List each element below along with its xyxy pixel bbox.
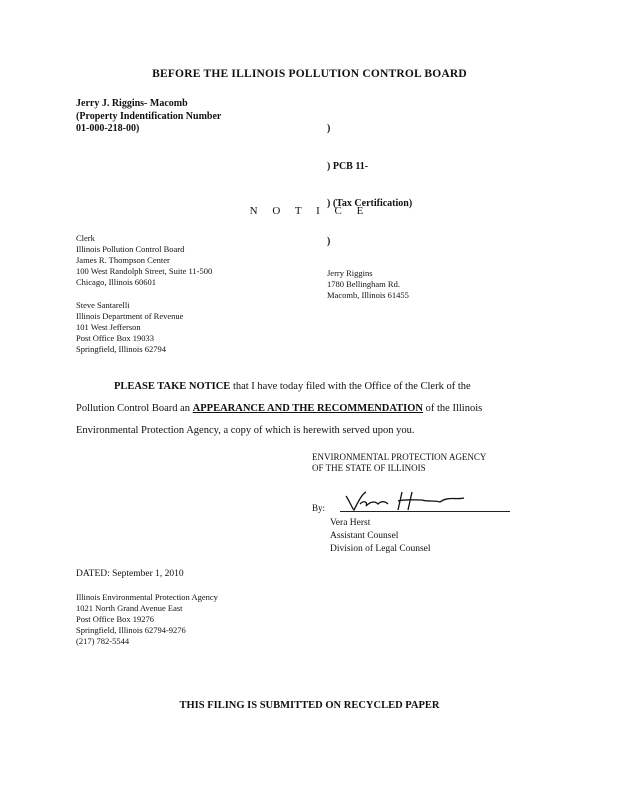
caption-line: ) (Tax Certification) [327,198,413,209]
address-line: Post Office Box 19033 [76,333,154,343]
notice-heading: N O T I C E [249,205,370,217]
agency-line: ENVIRONMENTAL PROTECTION AGENCY [312,452,487,462]
address-line: 1021 North Grand Avenue East [76,603,183,613]
body-emphasis: PLEASE TAKE NOTICE [114,381,231,392]
body-text: of the Illinois [423,403,483,414]
footer-recycled-notice: THIS FILING IS SUBMITTED ON RECYCLED PAPER [179,700,440,711]
address-line: Macomb, Illinois 61455 [327,290,409,300]
body-filing-title: APPEARANCE AND THE RECOMMENDATION [192,403,424,414]
caption-line: 01-000-218-00) [76,123,140,134]
address-line: Post Office Box 19276 [76,614,154,624]
address-line: Illinois Pollution Control Board [76,244,185,254]
body-text: Pollution Control Board an [76,403,193,414]
address-line: Clerk [76,233,95,243]
address-line: Jerry Riggins [327,268,373,278]
address-line: 1780 Bellingham Rd. [327,279,400,289]
address-line: James R. Thompson Center [76,255,170,265]
caption-line: ) [327,123,331,134]
body-line: Environmental Protection Agency, a copy of which is herewith served upon you. [76,425,415,436]
signature-line [340,511,510,512]
address-clerk [76,233,212,288]
notice-body [76,376,556,442]
caption-line: (Property Indentification Number [76,110,222,122]
caption-line: Jerry J. Riggins- Macomb [76,98,188,109]
address-line: 100 West Randolph Street, Suite 11-500 [76,266,213,276]
address-line: 101 West Jefferson [76,322,141,332]
address-line: Springfield, Illinois 62794 [76,344,166,354]
address-line: (217) 782-5544 [76,636,130,646]
address-line: Chicago, Illinois 60601 [76,277,157,287]
address-respondent [327,268,409,301]
case-caption-number [327,98,412,261]
body-text: that I have today filed with the Office of the Clerk of the [230,381,471,392]
signer-division: Division of Legal Counsel [330,544,431,554]
signer-title: Assistant Counsel [330,531,399,541]
body-line [76,398,556,420]
address-line: Steve Santarelli [76,300,130,310]
address-line: Illinois Department of Revenue [76,311,184,321]
address-revenue [76,300,183,355]
case-caption-parties [76,98,221,136]
document-title: BEFORE THE ILLINOIS POLLUTION CONTROL BOARD [152,68,467,80]
by-label: By: [312,503,326,513]
address-line: Springfield, Illinois 62794-9276 [76,625,186,635]
address-line: Illinois Environmental Protection Agency [76,592,218,602]
caption-line: ) [327,235,331,247]
body-line [76,376,556,398]
agency-line: OF THE STATE OF ILLINOIS [312,463,426,473]
agency-name [312,452,486,474]
signer-block [330,517,431,556]
dated-line: DATED: September 1, 2010 [76,569,184,579]
agency-address [76,592,218,647]
caption-line: ) PCB 11- [327,160,369,172]
signer-name: Vera Herst [330,518,371,528]
